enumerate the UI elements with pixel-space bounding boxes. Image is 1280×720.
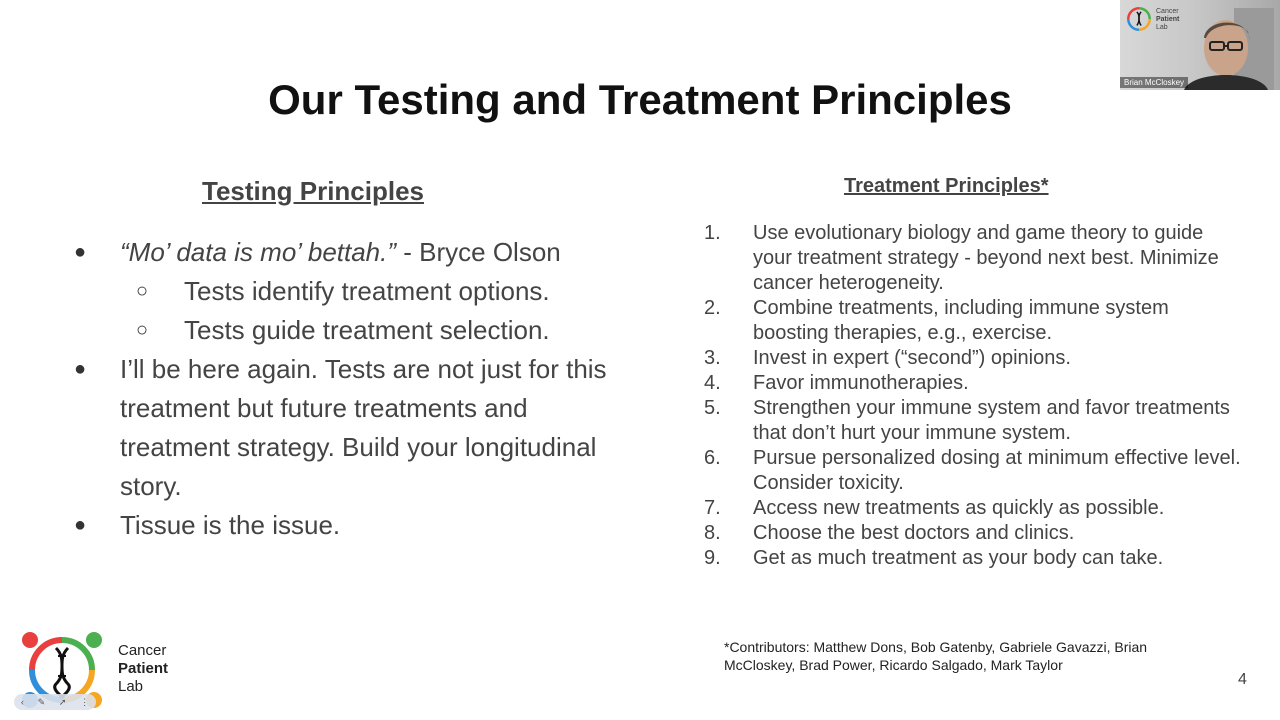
pointer-icon[interactable]: ➚ xyxy=(58,696,67,707)
numbered-item xyxy=(704,371,1244,396)
slide-nav-toolbar[interactable] xyxy=(14,694,96,710)
sub-item-text: Tests guide treatment selection. xyxy=(184,315,550,345)
item-number: 6. xyxy=(704,447,721,469)
testing-heading: Testing Principles xyxy=(202,176,425,206)
logo-line: Cancer xyxy=(118,642,167,659)
bullet-circle-icon: ○ xyxy=(136,280,149,302)
list-item xyxy=(70,233,630,272)
bullet-dot-icon: ● xyxy=(74,241,87,263)
item-text: Strengthen your immune system and favor treatments that don’t hurt your immune system. xyxy=(753,397,1230,444)
quote-text: “Mo’ data is mo’ bettah.” xyxy=(120,237,397,267)
sub-item-text: Tests identify treatment options. xyxy=(184,276,550,306)
numbered-item xyxy=(704,346,1244,371)
numbered-item xyxy=(704,521,1244,546)
item-number: 2. xyxy=(704,297,721,319)
list-item xyxy=(70,350,630,506)
item-text: Tissue is the issue. xyxy=(120,510,341,540)
pen-icon[interactable]: ✎ xyxy=(37,696,46,707)
treatment-heading: Treatment Principles* xyxy=(844,175,1049,197)
item-text: Pursue personalized dosing at minimum effective level. Consider toxicity. xyxy=(753,447,1241,494)
numbered-item xyxy=(704,296,1244,346)
numbered-item xyxy=(704,546,1244,571)
logo-wordmark xyxy=(118,642,168,696)
logo-line: Patient xyxy=(118,660,169,677)
video-tile[interactable] xyxy=(1120,0,1280,90)
item-number: 9. xyxy=(704,547,721,569)
logo-line: Cancer xyxy=(1156,8,1179,15)
dna-logo-icon xyxy=(1124,4,1154,34)
prev-icon[interactable]: ‹ xyxy=(20,697,24,707)
item-text: Access new treatments as quickly as possible. xyxy=(753,497,1165,519)
item-text: Combine treatments, including immune system boosting therapies, e.g., exercise. xyxy=(753,297,1169,344)
logo-line: Lab xyxy=(118,678,144,695)
item-number: 1. xyxy=(704,222,721,244)
bullet-dot-icon: ● xyxy=(74,514,87,536)
page-title: Our Testing and Treatment Principles xyxy=(268,76,1012,123)
participant-name: Brian McCloskey xyxy=(1120,77,1188,88)
item-text: Use evolutionary biology and game theory to guide your treatment strategy - beyond next best. Minimize cancer heterogeneity. xyxy=(753,222,1219,294)
logo-line: Patient xyxy=(1156,16,1180,23)
video-logo-text xyxy=(1156,8,1179,32)
item-text: Get as much treatment as your body can take. xyxy=(753,547,1164,569)
item-number: 4. xyxy=(704,372,721,394)
quote-attribution: - Bryce Olson xyxy=(396,237,561,267)
item-text: I’ll be here again. Tests are not just for this treatment but future treatments and treatment strategy. Build your longitudinal story. xyxy=(120,354,607,501)
item-text: Invest in expert (“second”) opinions. xyxy=(753,347,1071,369)
bullet-dot-icon: ● xyxy=(74,358,87,380)
more-icon[interactable]: ⋮ xyxy=(80,696,90,707)
sub-list-item xyxy=(70,272,630,311)
item-text: Choose the best doctors and clinics. xyxy=(753,522,1075,544)
item-number: 5. xyxy=(704,397,721,419)
testing-list xyxy=(70,233,630,545)
numbered-item xyxy=(704,221,1244,296)
numbered-item xyxy=(704,496,1244,521)
bullet-circle-icon: ○ xyxy=(136,319,149,341)
numbered-item xyxy=(704,396,1244,446)
numbered-item xyxy=(704,446,1244,496)
logo-line: Lab xyxy=(1156,24,1168,31)
item-number: 3. xyxy=(704,347,721,369)
item-number: 7. xyxy=(704,497,721,519)
treatment-list xyxy=(704,221,1244,571)
item-text: Favor immunotherapies. xyxy=(753,372,969,394)
sub-list-item xyxy=(70,311,630,350)
item-number: 8. xyxy=(704,522,721,544)
page-number: 4 xyxy=(1238,671,1247,688)
list-item xyxy=(70,506,630,545)
contributors-footnote: *Contributors: Matthew Dons, Bob Gatenby, Gabriele Gavazzi, Brian McCloskey, Brad Power, Ricardo Salgado, Mark Taylor xyxy=(724,639,1148,673)
